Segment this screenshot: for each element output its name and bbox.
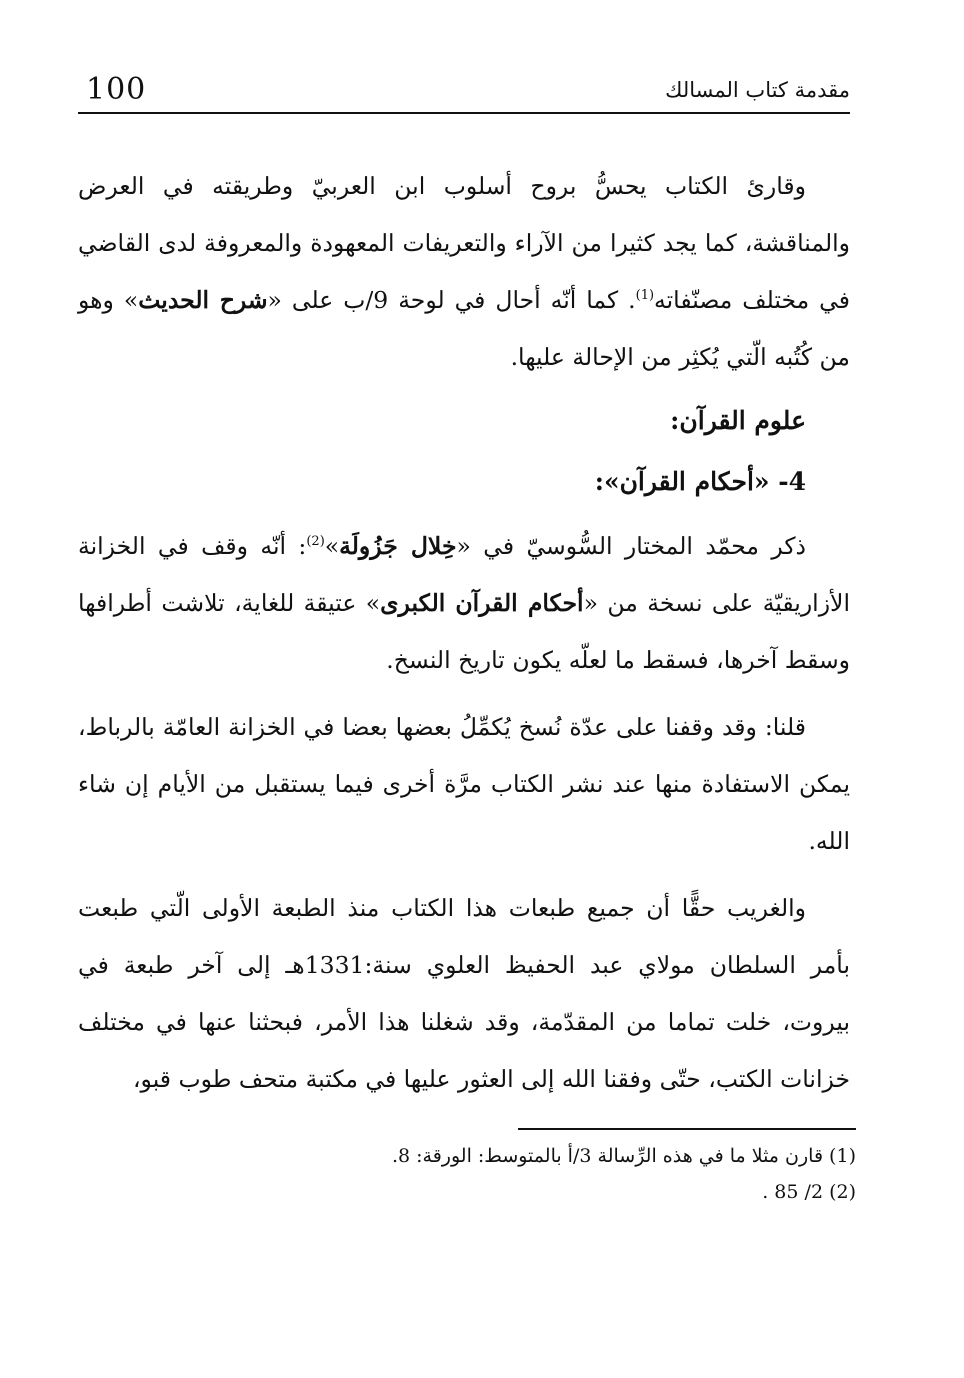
paragraph-1-text-a: وقارئ الكتاب يحسُّ بروح أسلوب ابن العربيّ وطريقته في العرض والمناقشة، كما يجد كثيرا من الآراء والتعريفات المعهودة والمعروفة لدى القاضي في مختلف مصنّفاته xyxy=(78,172,850,314)
page-header xyxy=(78,70,850,110)
footnote-1: (1) قارن مثلا ما في هذه الرِّسالة 3/أ بالمتوسط: الورقة: 8. xyxy=(391,1145,856,1167)
footnote-ref-1: (1) xyxy=(635,288,655,304)
running-title: مقدمة كتاب المسالك xyxy=(665,78,850,102)
paragraph-1-text-b: . كما أنّه أحال في لوحة 9/ب على « xyxy=(267,286,636,314)
paragraph-2-text-a: ذكر محمّد المختار السُّوسيّ في « xyxy=(456,532,806,560)
book-title-khilal-jazula: خِلال جَزُولَة xyxy=(339,532,457,560)
section-heading: علوم القرآن: xyxy=(670,406,806,435)
paragraph-2 xyxy=(78,518,850,689)
body-text xyxy=(78,158,850,1108)
book-title-ahkam-al-quran: أحكام القرآن الكبرى xyxy=(380,589,584,617)
footnote-2: (2) 2/ 85 . xyxy=(762,1181,856,1203)
book-title-sharh-al-hadith: شرح الحديث xyxy=(138,286,268,314)
paragraph-3: قلنا: وقد وقفنا على عدّة نُسخ يُكمِّلُ بعضها بعضا في الخزانة العامّة بالرباط، يمكن الاستفادة منها عند نشر الكتاب مرَّة أخرى فيما يستقبل من الأيام إن شاء الله. xyxy=(78,713,850,855)
paragraph-1-text-c: » وهو من كُتُبه الّتي يُكثِر من الإحالة عليها. xyxy=(78,286,850,371)
paragraph-2-text-b: » xyxy=(324,532,340,560)
paragraph-2-text-c: : أنّه وقف في الخزانة الأزاريقيّة على نسخة من « xyxy=(78,532,850,617)
footnote-rule xyxy=(518,1128,856,1130)
footnotes xyxy=(78,1138,856,1210)
header-rule xyxy=(78,112,850,114)
paragraph-4: والغريب حقًّا أن جميع طبعات هذا الكتاب منذ الطبعة الأولى الّتي طبعت بأمر السلطان مولاي عبد الحفيظ العلوي سنة:1331هـ إلى آخر طبعة في بيروت، خلت تماما من المقدّمة، وقد شغلنا هذا الأمر، فبحثنا عنها في مختلف خزانات الكتب، حتّى وفقنا الله إلى العثور عليها في مكتبة متحف طوب قبو، xyxy=(78,894,850,1093)
page-number: 100 xyxy=(86,72,147,107)
subsection-heading: 4- «أحكام القرآن»: xyxy=(594,467,806,496)
paragraph-1 xyxy=(78,158,850,386)
paragraph-2-text-d: » عتيقة للغاية، تلاشت أطرافها وسقط آخرها، فسقط ما لعلّه يكون تاريخ النسخ. xyxy=(78,589,850,674)
footnote-ref-2: (2) xyxy=(306,534,325,550)
